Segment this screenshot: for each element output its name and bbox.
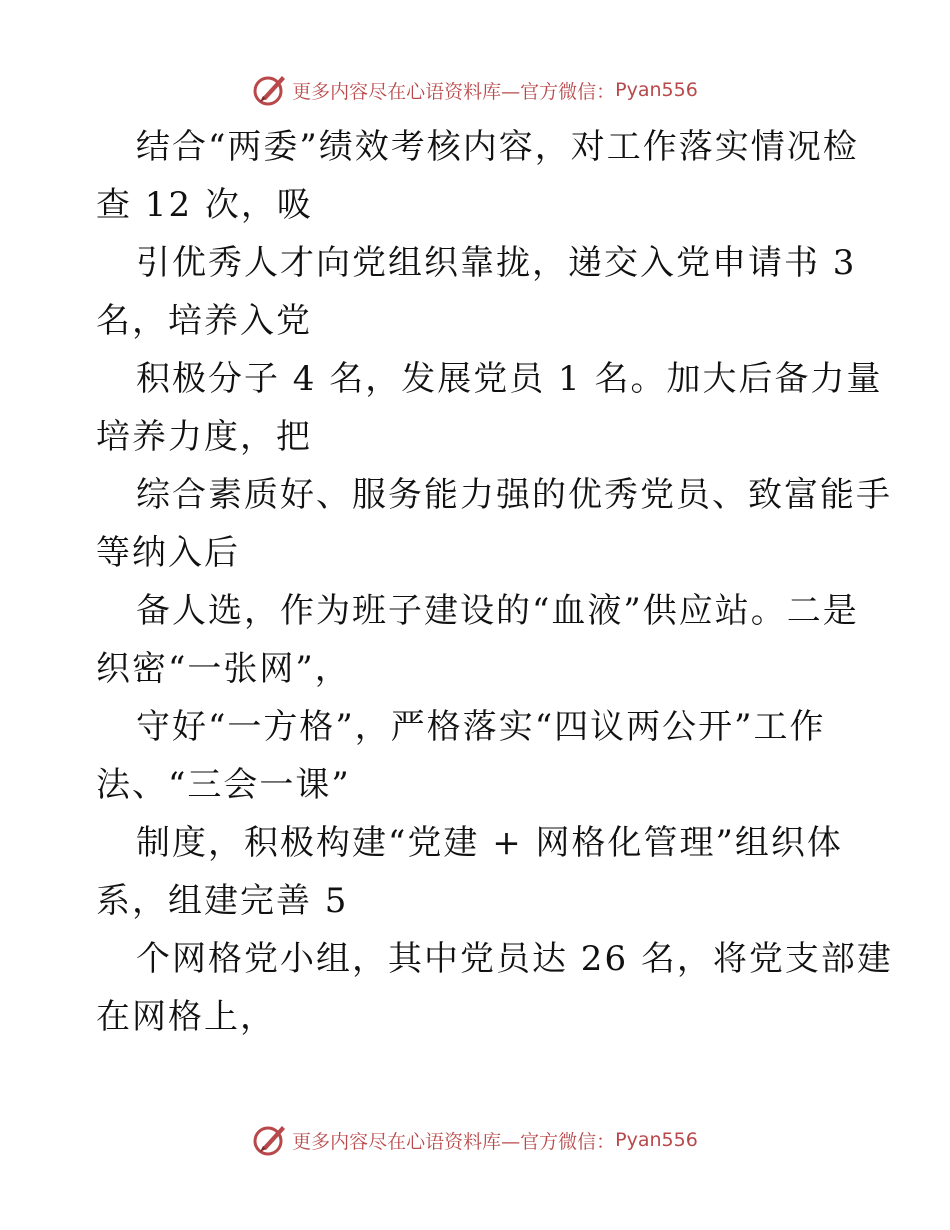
text-line: 引优秀人才向党组织靠拢，递交入党申请书 3 xyxy=(136,243,857,283)
text-line: 法、“三会一课” xyxy=(96,765,351,805)
header-banner-text: 更多内容尽在心语资料库—官方微信： xyxy=(292,80,616,103)
text-line: 守好“一方格”，严格落实“四议两公开”工作 xyxy=(136,707,826,747)
text-line: 织密“一张网”， xyxy=(96,649,351,689)
footer-banner xyxy=(0,1120,950,1160)
text-line: 备人选，作为班子建设的“血液”供应站。二是 xyxy=(136,591,859,631)
text-line: 在网格上， xyxy=(96,997,276,1037)
text-line: 培养力度，把 xyxy=(96,417,312,457)
text-line: 结合“两委”绩效考核内容，对工作落实情况检 xyxy=(136,127,859,167)
text-line: 系，组建完善 5 xyxy=(96,881,349,921)
text-line: 积极分子 4 名，发展党员 1 名。加大后备力量 xyxy=(136,359,883,399)
text-line: 制度，积极构建“党建 + 网格化管理”组织体 xyxy=(136,823,843,863)
text-line: 查 12 次，吸 xyxy=(96,185,313,225)
text-line: 等纳入后 xyxy=(96,533,240,573)
text-line: 个网格党小组，其中党员达 26 名，将党支部建 xyxy=(136,939,893,979)
text-line: 名，培养入党 xyxy=(96,301,312,341)
footer-banner-wechat: Pyan556 xyxy=(615,1129,698,1151)
header-banner-wechat: Pyan556 xyxy=(615,79,698,101)
header-banner xyxy=(0,70,950,110)
text-line: 综合素质好、服务能力强的优秀党员、致富能手 xyxy=(136,475,892,515)
quill-pen-logo-icon xyxy=(252,1122,288,1158)
quill-pen-logo-icon xyxy=(252,72,288,108)
footer-banner-text: 更多内容尽在心语资料库—官方微信： xyxy=(292,1130,616,1153)
body-text xyxy=(96,118,896,1046)
